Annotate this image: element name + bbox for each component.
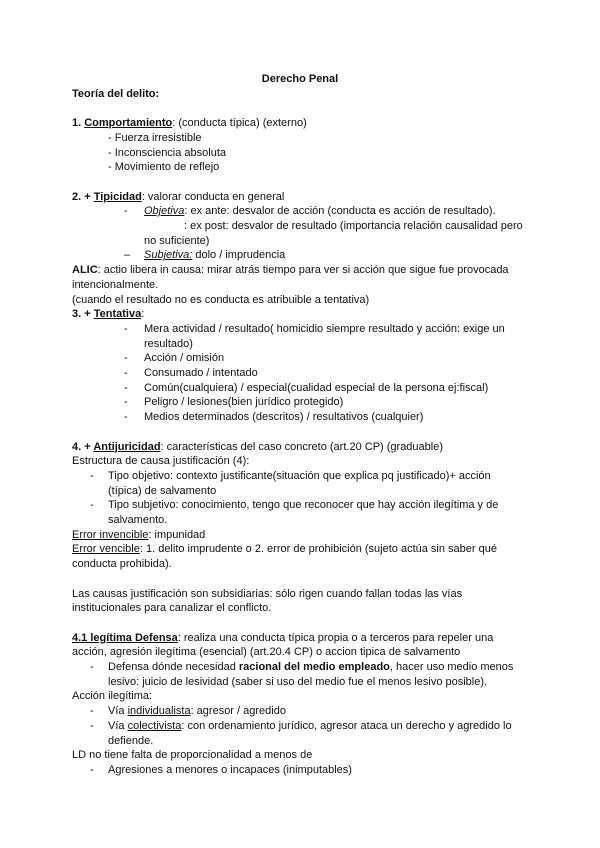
- term-comportamiento: Comportamiento: [84, 117, 173, 130]
- list-item: – Subjetiva: dolo / imprudencia: [124, 249, 286, 262]
- error-invencible: Error invencible: impunidad: [72, 528, 206, 541]
- list-item: - Objetiva: ex ante: desvalor de acción (conducta es acción de resultado).: [124, 205, 496, 218]
- list-item-cont: no suficiente): [144, 234, 210, 247]
- list-item: - Defensa dónde necesidad racional del medio empleado, hacer uso medio menos: [90, 661, 514, 674]
- list-item: - Común(cualquiera) / especial(cualidad especial de la persona ej:fiscal): [124, 381, 489, 394]
- term-tentativa: Tentativa: [93, 308, 142, 321]
- list-item: - Medios determinados (descritos) / resultativos (cualquier): [124, 411, 424, 424]
- document-title: Derecho Penal: [261, 73, 339, 85]
- list-item-cont: : ex post: desvalor de resultado (importancia relación causalidad pero: [184, 220, 523, 232]
- list-item: - Peligro / lesiones(bien jurídico protegido): [124, 396, 344, 409]
- list-item: - Consumado / intentado: [124, 367, 258, 380]
- list-item-cont: resultado): [144, 337, 193, 350]
- section-4: 4. + Antijuricidad: características del caso concreto (art.20 CP) (graduable): [72, 440, 444, 453]
- list-item: - Fuerza irresistible: [108, 131, 202, 144]
- section-1: 1. Comportamiento: (conducta típica) (externo): [72, 117, 307, 130]
- term-antijuricidad: Antijuricidad: [93, 440, 161, 453]
- alic-note: (cuando el resultado no es conducta es atribuible a tentativa): [72, 293, 370, 306]
- section-heading: Teoría del delito:: [72, 87, 160, 100]
- term-legitima-defensa: 4.1 legítima Defensa: [72, 631, 178, 644]
- subsidiarias-paragraph: Las causas justificación son subsidiarias: sólo rigen cuando fallan todas las vías: [72, 587, 463, 600]
- list-item: - Mera actividad / resultado( homicidio siempre resultado y acción: exige un: [124, 322, 505, 335]
- alic-paragraph: ALIC: actio libera in causa: mirar atrás tiempo para ver si acción que sigue fue provocada: [72, 264, 509, 277]
- list-item: - Vía colectivista: con ordenamiento jurídico, agresor ataca un derecho y agredido lo: [90, 719, 512, 732]
- section-2: 2. + Tipicidad: valorar conducta en general: [72, 190, 285, 203]
- document-page: Derecho Penal Teoría del delito: 1. Comportamiento: (conducta típica) (externo) - Fuerza irresistible - Inconsciencia absoluta - Movimiento de reflejo 2. + Tipicidad: valorar conducta en general - Objetiva: ex ante: desvalor de acción (conducta es acción de resultado). : ex post: desvalor de resultado (importancia relación causalidad pero no suficiente) – Subjetiva: dolo / imprudencia ALIC: actio libera in causa: mirar atrás tiempo para ver si acción que sigue fue provocada intencionalmente. (cuando el resultado no es conducta es atribuible a tentativa) 3. + Tentativa: - Mera actividad / resultado( homicidio siempre resultado y acción: exige un resultado) - Acción / omisión - Consumado / intentado - Común(cualquiera) / especial(cualidad especial de la persona ej:fiscal) - Peligro / lesiones(bien jurídico protegido) - Medios determinados (descritos) / resultativos (cualquier) 4. + Antijuricidad: características del caso concreto (art.20 CP) (graduable) Estructura de causa justificación (4): - Tipo objetivo: contexto justificante(situación que explica pq justificado)+ acción (típica) de salvamento - Tipo subjetivo: conocimiento, tengo que reconocer que hay acción ilegítima y de salvamento. Error invencible: impunidad Error vencible: 1. delito imprudente o 2. error de prohibición (sujeto actúa sin saber qué conducta prohibida). Las causas justificación son subsidiarias: sólo rigen cuando fallan todas las vías institucionales para canalizar el conflicto. 4.1 legítima Defensa: realiza una conducta típica propia o a terceros para repeler una acción, agresión ilegítima (esencial) (art.20.4 CP) o accion tipica de salvamento - Defensa dónde necesidad racional del medio empleado, hacer uso medio menos lesivo: juicio de lesividad (saber si uso del medio fue el menos lesivo posible). Acción ilegítima: - Vía individualista: agresor / agredido - Vía colectivista: con ordenamiento jurídico, agresor ataca un derecho y agredido lo defiende. LD no tiene falta de proporcionalidad a menos de - Agresiones a menores o incapaces (inimputables): [72, 72, 528, 778]
- list-item: - Tipo subjetivo: conocimiento, tengo que reconocer que hay acción ilegítima y de: [90, 499, 499, 512]
- list-item: - Inconsciencia absoluta: [108, 146, 227, 159]
- list-item: - Movimiento de reflejo: [108, 161, 220, 174]
- error-vencible: Error vencible: 1. delito imprudente o 2. error de prohibición (sujeto actúa sin saber qué: [72, 543, 497, 556]
- list-item: - Tipo objetivo: contexto justificante(situación que explica pq justificado)+ acción: [90, 469, 491, 482]
- list-item: - Acción / omisión: [124, 352, 225, 365]
- section-3: 3. + Tentativa:: [72, 308, 145, 321]
- list-item: - Agresiones a menores o incapaces (inimputables): [90, 763, 352, 776]
- term-tipicidad: Tipicidad: [93, 190, 142, 203]
- section-4-1: 4.1 legítima Defensa: realiza una conducta típica propia o a terceros para repeler una: [72, 631, 494, 644]
- list-item: - Vía individualista: agresor / agredido: [90, 705, 286, 718]
